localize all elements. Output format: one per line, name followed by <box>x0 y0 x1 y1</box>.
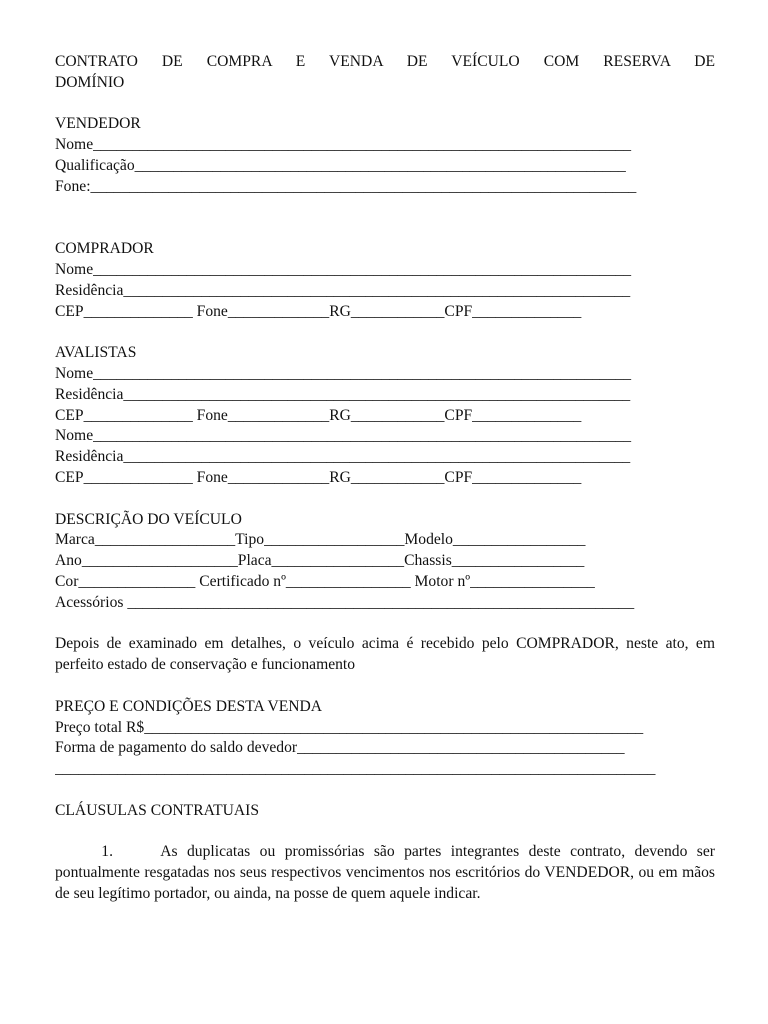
clausulas-section <box>55 801 715 905</box>
vendedor-heading: VENDEDOR <box>55 115 141 133</box>
veiculo-ano-placa-chassis-field: Ano____________________Placa_________________Chassis_________________ <box>55 552 585 570</box>
vendedor-fone-field: Fone:______________________________________________________________________ <box>55 177 637 195</box>
contract-title-line2: DOMÍNIO <box>55 73 125 91</box>
veiculo-heading: DESCRIÇÃO DO VEÍCULO <box>55 510 242 528</box>
comprador-cep-fone-rg-cpf-field: CEP______________ Fone_____________RG____________CPF______________ <box>55 302 582 320</box>
clausula-item-1-text: As duplicatas ou promissórias são partes integrantes deste contrato, devendo ser pontualmente resgatadas nos seus respectivos vencimentos nos escritórios do VENDEDOR, ou em mãos de seu legítimo portador, ou ainda, na posse de quem aquele indicar. <box>55 843 715 902</box>
clausula-item-1 <box>55 842 715 904</box>
preco-section <box>55 697 715 780</box>
avalista1-cep-fone-rg-cpf-field: CEP______________ Fone_____________RG____________CPF______________ <box>55 406 582 424</box>
preco-heading: PREÇO E CONDIÇÕES DESTA VENDA <box>55 697 323 715</box>
avalista2-residencia-field: Residência_________________________________________________________________ <box>55 448 631 466</box>
vendedor-section <box>55 114 715 197</box>
veiculo-acessorios-field: Acessórios _________________________________________________________________ <box>55 593 635 611</box>
preco-total-field: Preço total R$________________________________________________________________ <box>55 718 644 736</box>
avalista2-cep-fone-rg-cpf-field: CEP______________ Fone_____________RG____________CPF______________ <box>55 468 582 486</box>
contract-title-line1: CONTRATO DE COMPRA E VENDA DE VEÍCULO COM RESERVA DE <box>55 53 715 70</box>
comprador-heading: COMPRADOR <box>55 240 154 258</box>
contract-page <box>55 52 715 905</box>
veiculo-cor-certificado-motor-field: Cor_______________ Certificado nº________________ Motor nº________________ <box>55 572 595 590</box>
exame-paragraph: Depois de examinado em detalhes, o veículo acima é recebido pelo COMPRADOR, neste ato, em perfeito estado de conservação e funcionamento <box>55 635 715 674</box>
preco-forma-pagamento-field: Forma de pagamento do saldo devedor__________________________________________ <box>55 739 625 757</box>
clausula-item-1-number: 1. <box>101 843 113 861</box>
comprador-section <box>55 239 715 322</box>
avalistas-section <box>55 343 715 489</box>
vendedor-qualificacao-field: Qualificação_______________________________________________________________ <box>55 156 626 174</box>
veiculo-marca-tipo-modelo-field: Marca__________________Tipo__________________Modelo_________________ <box>55 531 586 549</box>
veiculo-section <box>55 510 715 614</box>
clausulas-heading: CLÁUSULAS CONTRATUAIS <box>55 801 260 819</box>
comprador-nome-field: Nome_____________________________________________________________________ <box>55 260 632 278</box>
vendedor-nome-field: Nome_____________________________________________________________________ <box>55 136 632 154</box>
preco-blank-line: _____________________________________________________________________________ <box>55 760 656 778</box>
avalista2-nome-field: Nome_____________________________________________________________________ <box>55 427 632 445</box>
comprador-residencia-field: Residência_________________________________________________________________ <box>55 281 631 299</box>
avalistas-heading: AVALISTAS <box>55 344 137 362</box>
avalista1-nome-field: Nome_____________________________________________________________________ <box>55 364 632 382</box>
avalista1-residencia-field: Residência_________________________________________________________________ <box>55 385 631 403</box>
